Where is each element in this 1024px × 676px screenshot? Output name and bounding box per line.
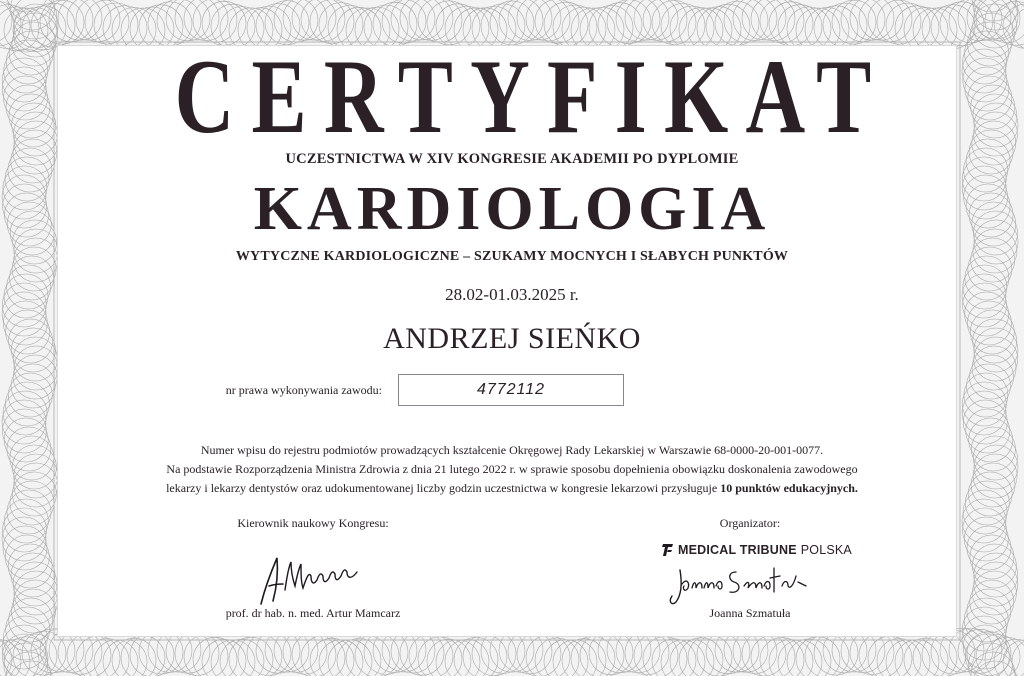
congress-topic-subtitle: WYTYCZNE KARDIOLOGICZNE – SZUKAMY MOCNYCH I SŁABYCH PUNKTÓW — [235, 249, 789, 264]
logo-text-regular: POLSKA — [800, 543, 852, 557]
organizer-signature — [666, 562, 826, 608]
scientific-director-signature — [247, 546, 377, 608]
accreditation-line-3 — [0, 479, 1024, 498]
logo-text-bold: MEDICAL TRIBUNE — [678, 543, 797, 557]
organizer-name: Joanna Szmatuła — [709, 606, 791, 620]
participant-name: ANDRZEJ SIEŃKO — [383, 322, 641, 355]
scientific-director-name: prof. dr hab. n. med. Artur Mamcarz — [225, 606, 401, 620]
accreditation-line-1: Numer wpisu do rejestru podmiotów prowadzących kształcenie Okręgowej Rady Lekarskiej w Warszawie 68-0000-20-001-0077. — [200, 443, 824, 457]
license-number-field — [398, 374, 624, 406]
scientific-director-label: Kierownik naukowy Kongresu: — [237, 516, 389, 530]
medical-tribune-logo-icon — [662, 542, 674, 558]
accreditation-line-2: Na podstawie Rozporządzenia Ministra Zdrowia z dnia 21 lutego 2022 r. w sprawie sposobu dopełnienia obowiązku doskonalenia zawodowego — [166, 462, 858, 476]
certificate-title: CERTYFIKAT — [174, 38, 889, 155]
medical-tribune-logo — [662, 540, 852, 560]
congress-date: 28.02-01.03.2025 r. — [445, 285, 579, 304]
accreditation-line-3-text: lekarzy i lekarzy dentystów oraz udokumentowanej liczby godzin uczestnictwa w kongresie lekarzowi przysługuje — [166, 481, 718, 495]
license-label: nr prawa wykonywania zawodu: — [225, 383, 382, 397]
organizer-label: Organizator: — [719, 516, 781, 530]
license-number: 4772112 — [476, 381, 546, 398]
congress-topic: KARDIOLOGIA — [253, 175, 771, 243]
education-points: 10 punktów edukacyjnych. — [720, 481, 858, 495]
certificate-subtitle: UCZESTNICTWA W XIV KONGRESIE AKADEMII PO DYPLOMIE — [285, 151, 739, 167]
